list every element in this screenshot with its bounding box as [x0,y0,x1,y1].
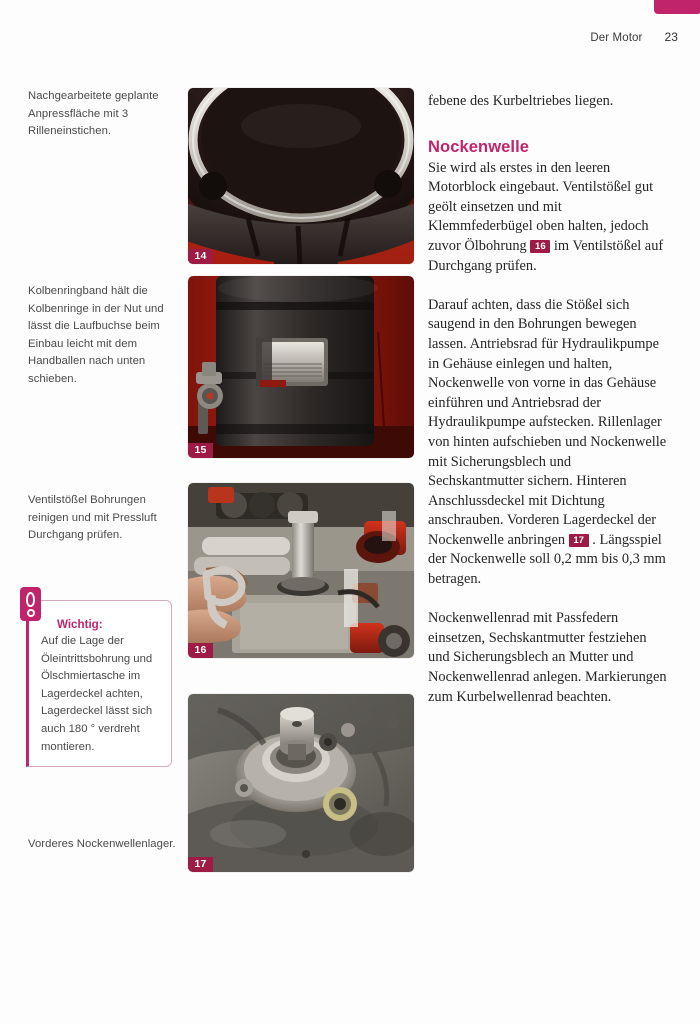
caption-14: Nachgearbeitete geplante Anpressfläche mit 3 Rilleneinstichen. [28,90,159,138]
caption-17: Vorderes Nockenwellenlager. [28,838,176,850]
photo-badge-15: 15 [188,443,213,458]
photo-badge-17: 17 [188,857,213,872]
caption-16: Ventilstößel Bohrungen reinigen und mit Pressluft Durchgang prüfen. [28,494,157,542]
right-text-column [428,92,668,707]
photo-16-image [188,483,414,658]
lead-paragraph: febene des Kurbeltriebes liegen. [428,93,614,109]
caption-15: Kolbenringband hält die Kolbenringe in der Nut und lässt die Laufbuchse beim Einbau leicht mit dem Handballen nach unten schieben. [28,285,164,385]
paragraph-nockenwelle-1 [428,159,668,277]
photo-15-image [188,276,414,458]
important-note-box [26,600,172,767]
important-note-body: Auf die Lage der Öleintrittsbohrung und Ölschmiertasche im Lagerdeckel achten, Lagerdeckel lässt sich auch 180 ° verdreht montieren. [41,635,153,753]
inline-figure-ref-17: 17 [569,534,589,547]
running-head-title: Der Motor [590,32,643,44]
photo-15 [188,276,414,458]
paragraph-nockenwelle-3: Nockenwellenrad mit Passfedern einsetzen, Sechskantmutter festziehen und Sicherungsblech an Mutter und Nockenwellenrad anlegen. Markierungen zum Kurbelwellenrad beachten. [428,610,667,705]
photo-16 [188,483,414,658]
running-head [590,30,678,44]
paragraph-2-text-after: . Längsspiel der Nockenwelle soll 0,2 mm bis 0,3 mm betragen. [428,531,666,588]
shaft-nut [280,707,314,760]
exclamation-icon [20,587,41,621]
important-note-title: Wichtig: [57,618,103,631]
paragraph-2-text-before: Darauf achten, dass die Stößel sich saugend in den Bohrungen bewegen lassen. Antriebsrad für Hydraulikpumpe in Gehäuse einlegen und halten, Nockenwelle von vorne in das Gehäuse einführen und Antriebsrad der Hydraulikpumpe aufstecken. Rillenlager von hinten aufschieben und Nockenwelle mit Sicherungsblech und Sechskantmutter sichern. Hinteren Anschlussdeckel mit Dichtung anschrauben. Vorderen Lagerdeckel der Nockenwelle anbringen [428,296,667,548]
photo-badge-14: 14 [188,249,213,264]
paragraph-1-text-before: Sie wird als erstes in den leeren Motorblock eingebaut. Ventilstößel gut geölt einsetzen und mit Klemmfederbügel oben halten, jedoch zuvor Ölbohrung [428,159,654,254]
photo-17 [188,694,414,872]
photo-badge-16: 16 [188,643,213,658]
page-number: 23 [664,30,678,44]
chapter-thumb-tab [654,0,700,14]
paragraph-nockenwelle-2 [428,296,668,590]
section-heading-nockenwelle: Nockenwelle [428,137,530,156]
photo-14 [188,88,414,264]
inline-figure-ref-16: 16 [530,240,550,253]
photo-17-image [188,694,414,872]
oil-port [323,787,357,821]
photo-14-image [188,88,414,264]
paragraph-1-text-after: im Ventilstößel auf Durchgang prüfen. [428,237,664,274]
